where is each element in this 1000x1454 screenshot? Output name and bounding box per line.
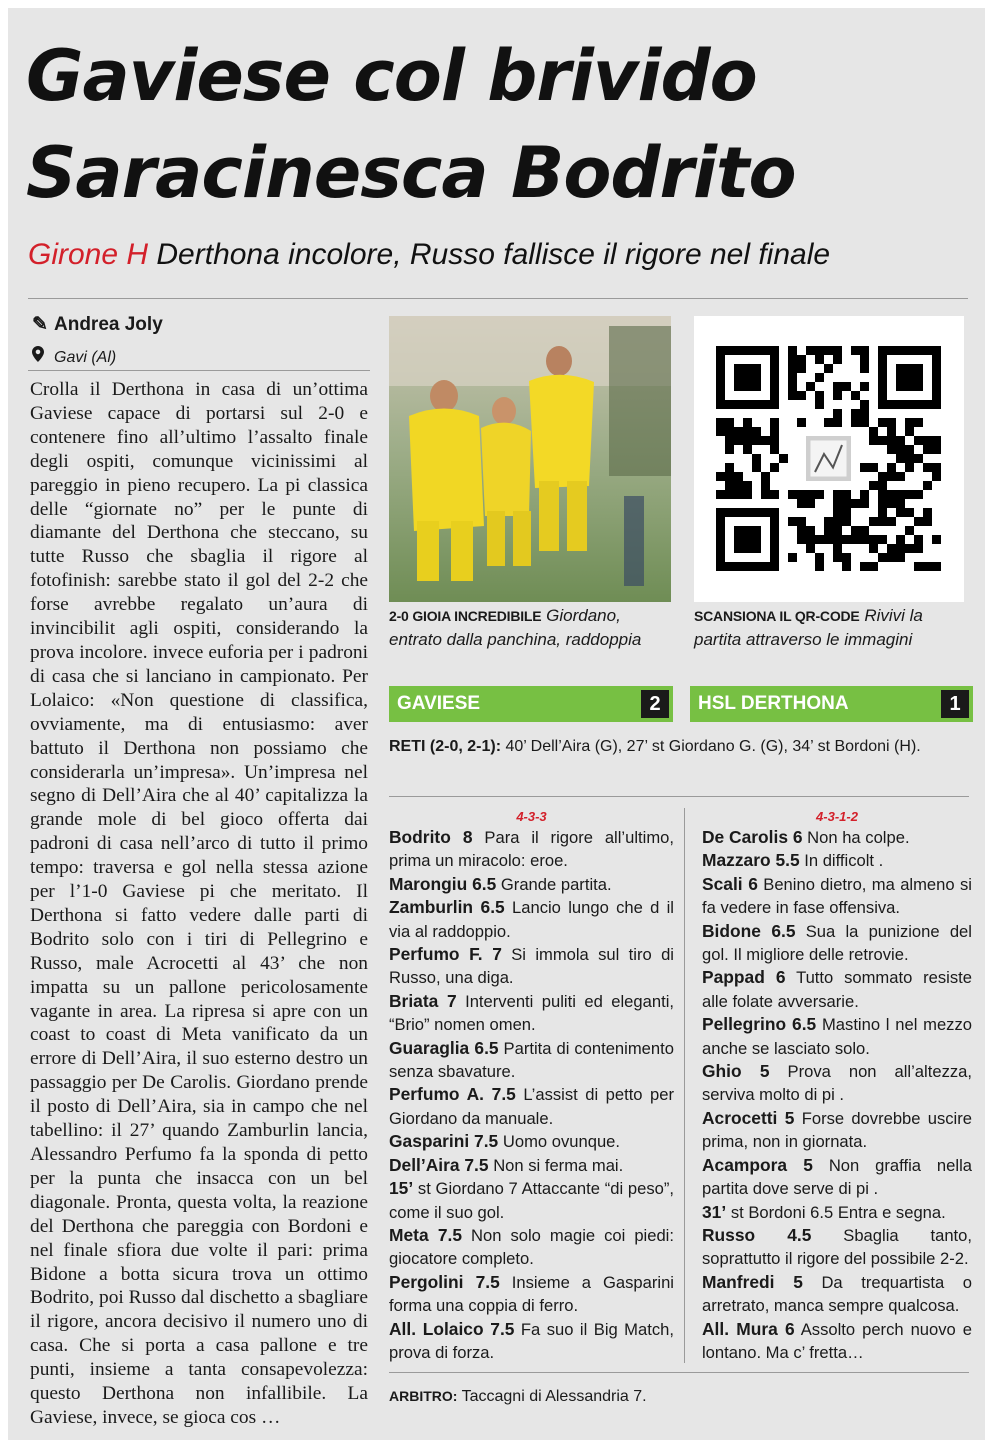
referee-divider xyxy=(389,1372,969,1373)
player-comment: Partita di contenimento senza sbavature. xyxy=(389,1038,674,1082)
headline-line-1: Gaviese col brivido xyxy=(26,35,757,117)
subtitle xyxy=(28,238,830,272)
player-comment: Insieme a Gasparini forma una coppia di ferro. xyxy=(389,1272,674,1316)
player-name: Scali 6 xyxy=(702,873,758,894)
goals-line xyxy=(389,738,969,756)
player-rating xyxy=(389,1130,674,1153)
header-divider xyxy=(28,298,968,299)
player-name: Guaraglia 6.5 xyxy=(389,1037,499,1058)
player-rating xyxy=(702,1318,972,1365)
away-score: 1 xyxy=(941,690,969,718)
player-rating xyxy=(389,1083,674,1130)
player-comment: Non graffia nella partita dove serve di pi . xyxy=(702,1155,972,1199)
away-player-list xyxy=(702,826,972,1364)
player-name: 31’ xyxy=(702,1201,727,1222)
player-rating xyxy=(389,1177,674,1224)
referee-label: ARBITRO: xyxy=(389,1388,458,1404)
player-name: Pergolini 7.5 xyxy=(389,1271,500,1292)
newspaper-page xyxy=(8,8,985,1440)
home-player-list xyxy=(389,826,674,1364)
player-name: Briata 7 xyxy=(389,990,457,1011)
player-name: Gasparini 7.5 xyxy=(389,1131,499,1152)
player-comment: In difficolt . xyxy=(804,851,884,871)
home-score: 2 xyxy=(641,690,669,718)
player-comment: L’assist di petto per Giordano da manuale. xyxy=(389,1085,674,1128)
player-name: Mazzaro 5.5 xyxy=(702,850,800,871)
player-comment: Non si ferma mai. xyxy=(493,1155,624,1175)
subtitle-kicker: Girone H xyxy=(28,238,149,271)
player-comment: Prova non all’altezza, serviva molto di pi . xyxy=(702,1062,972,1105)
player-comment: Lancio lungo che d il via al raddoppio. xyxy=(389,898,674,941)
player-rating xyxy=(702,1201,972,1224)
player-comment: Mastino l nel mezzo anche se lasciato solo. xyxy=(702,1015,972,1058)
referee-line xyxy=(389,1388,647,1406)
player-name: Marongiu 6.5 xyxy=(389,873,497,894)
player-rating xyxy=(389,1271,674,1318)
player-name: All. Mura 6 xyxy=(702,1318,795,1339)
location-pin-icon xyxy=(32,346,54,365)
player-name: Dell’Aira 7.5 xyxy=(389,1154,489,1175)
ratings-column-divider xyxy=(684,808,685,1363)
player-rating xyxy=(702,826,972,849)
player-name: Perfumo A. 7.5 xyxy=(389,1084,516,1105)
pencil-icon: ✎ xyxy=(32,314,48,335)
player-rating xyxy=(702,1271,972,1318)
player-rating xyxy=(389,1154,674,1177)
away-ratings xyxy=(702,808,972,1364)
photo-caption-text: Giordano, entrato dalla panchina, raddoppia xyxy=(389,606,642,649)
player-name: Ghio 5 xyxy=(702,1061,770,1082)
player-comment: Non solo magie coi piedi: giocatore completo. xyxy=(389,1225,674,1269)
player-rating xyxy=(389,990,674,1037)
player-comment: Da trequartista o arretrato, manca sempre qualcosa. xyxy=(702,1272,972,1316)
player-comment: Assolto perch nuovo e lontano. Ma c’ fretta… xyxy=(702,1319,972,1362)
player-comment: st Bordoni 6.5 Entra e segna. xyxy=(730,1202,946,1222)
player-comment: Fa suo il Big Match, prova di forza. xyxy=(389,1319,674,1362)
home-formation: 4-3-3 xyxy=(516,809,547,824)
player-name: Manfredi 5 xyxy=(702,1271,803,1292)
player-rating xyxy=(389,1037,674,1084)
player-name: Acrocetti 5 xyxy=(702,1107,795,1128)
dateline xyxy=(32,346,116,367)
player-comment: Grande partita. xyxy=(500,874,612,894)
qr-code[interactable] xyxy=(694,316,964,602)
away-team-name: HSL DERTHONA xyxy=(698,693,849,714)
article-body: Crolla il Derthona in casa di un’ottima Gaviese capace di portarsi sul 2-0 e contenere fino all’ultimo l’assalto finale degli ospiti, comunque vicinissimi al pareggio in pieno recupero. La pi classica delle “giornate no” per le punte di diamante del Derthona che steccano, su tutte Russo che sbaglia il rigore al fotofinish: sarebbe stato il gol del 2-2 che forse avrebbe regalato un’aura di invincibilit agli ospiti, considerando la prova incolore. invece euforia per i padroni di casa che si lanciano in campionato. Per Lolaico: «Non questione di classifica, ovviamente, ma di entusiasmo: aver battuto il Derthona non possiamo che considerarla un’impresa». Un’impresa nel segno di Dell’Aira che al 40’ capitalizza la grande mole di bel gioco offerta dai padroni di casa nell’arco di tutto il primo tempo: traversa e gol nella stessa azione per l’1-0 Gaviese pi che meritato. Il Derthona si fatto vedere dalle parti di Bodrito solo con i tiri di Pellegrino e Russo, male Acrocetti al 43’ che non impatta su un pallone pericolosamente vagante in area. La ripresa si apre con un coast to coast di Meta vanificato da un errore di Dell’Aira, il suo esterno destro un passaggio per De Carolis. Giordano prende il posto di Dell’Aira, sia in campo che nel tabellino: il 27’ quando Zamburlin lancia, Alessandro Perfumo fa la sponda di petto per la punta che insacca con un bel diagonale. Pronta, questa volta, la reazione del Derthona che pareggia con Bordoni e nel finale sfiora due volte il pari: prima Bidone a botta sicura trova un ottimo Bodrito, poi Russo dal dischetto a sbagliare il rigore, ancora decisivo il numero uno di casa. Che si porta a casa pallone e tre punti, insieme a tanta consapevolezza: questo Derthona non infallibile. La Gaviese, invece, se gioca cos … xyxy=(30,379,368,1428)
photo-caption-label: 2-0 GIOIA INCREDIBILE xyxy=(389,608,542,624)
headline-line-2: Saracinesca Bodrito xyxy=(26,132,796,214)
player-name: De Carolis 6 xyxy=(702,827,803,847)
player-rating xyxy=(702,1013,972,1060)
player-name: Pappad 6 xyxy=(702,967,786,988)
player-name: Bidone 6.5 xyxy=(702,920,796,941)
home-ratings xyxy=(389,808,674,1364)
away-formation: 4-3-1-2 xyxy=(816,809,858,824)
player-comment: Si immola sul tiro di Russo, una diga. xyxy=(389,945,674,988)
player-comment: Interventi puliti ed eleganti, “Brio” nomen omen. xyxy=(389,991,674,1035)
player-rating xyxy=(702,1154,972,1201)
player-name: Acampora 5 xyxy=(702,1154,813,1175)
player-rating xyxy=(389,896,674,943)
player-rating xyxy=(389,826,674,873)
subtitle-text: Derthona incolore, Russo fallisce il rigore nel finale xyxy=(156,238,831,271)
player-comment: Uomo ovunque. xyxy=(502,1132,621,1152)
goals-divider xyxy=(389,796,969,797)
player-name: Russo 4.5 xyxy=(702,1224,812,1245)
player-comment: Tutto sommato resiste alle folate avversarie. xyxy=(702,968,973,1011)
place-name: Gavi (Al) xyxy=(54,349,117,366)
player-name: Perfumo F. 7 xyxy=(389,944,502,965)
player-name: Pellegrino 6.5 xyxy=(702,1014,817,1035)
home-team-name: GAVIESE xyxy=(397,693,481,714)
byline-divider xyxy=(28,370,370,371)
player-rating xyxy=(702,966,972,1013)
player-comment: Forse dovrebbe uscire prima, non in giornata. xyxy=(702,1108,972,1152)
goals-label: RETI (2-0, 2-1): xyxy=(389,738,502,755)
referee-text: Taccagni di Alessandria 7. xyxy=(461,1388,647,1405)
match-photo xyxy=(389,316,671,602)
player-name: 15’ xyxy=(389,1178,414,1199)
qr-caption xyxy=(694,604,969,652)
qr-caption-label: SCANSIONA IL QR-CODE xyxy=(694,608,860,624)
author-name: Andrea Joly xyxy=(54,314,163,335)
player-comment: Non ha colpe. xyxy=(807,828,910,847)
player-comment: Para il rigore all’ultimo, prima un miracolo: eroe. xyxy=(389,828,674,871)
player-rating xyxy=(389,1318,674,1365)
player-rating xyxy=(702,1224,972,1271)
player-rating xyxy=(389,873,674,896)
qr-caption-text: Rivivi la partita attraverso le immagini xyxy=(694,606,923,649)
goals-text: 40’ Dell’Aira (G), 27’ st Giordano G. (G), 34’ st Bordoni (H). xyxy=(505,738,921,755)
photo-caption xyxy=(389,604,671,652)
player-name: Meta 7.5 xyxy=(389,1224,463,1245)
byline xyxy=(32,313,163,336)
player-rating xyxy=(389,1224,674,1271)
player-comment: Sua la punizione del gol. Il migliore delle retrovie. xyxy=(702,921,972,965)
player-rating xyxy=(702,1060,972,1107)
player-comment: Sbaglia tanto, soprattutto il rigore del possibile 2-2. xyxy=(702,1225,972,1269)
away-team-bar xyxy=(690,686,973,722)
player-name: Zamburlin 6.5 xyxy=(389,897,505,918)
home-team-bar xyxy=(389,686,673,722)
player-rating xyxy=(389,943,674,990)
player-name: Bodrito 8 xyxy=(389,827,473,847)
player-rating xyxy=(702,873,972,920)
player-name: All. Lolaico 7.5 xyxy=(389,1318,515,1339)
player-rating xyxy=(702,849,972,872)
player-rating xyxy=(702,1107,972,1154)
player-rating xyxy=(702,920,972,967)
player-comment: st Giordano 7 Attaccante “di peso”, come il suo gol. xyxy=(389,1179,674,1222)
player-comment: Benino dietro, ma almeno si fa vedere in fase offensiva. xyxy=(702,874,972,918)
